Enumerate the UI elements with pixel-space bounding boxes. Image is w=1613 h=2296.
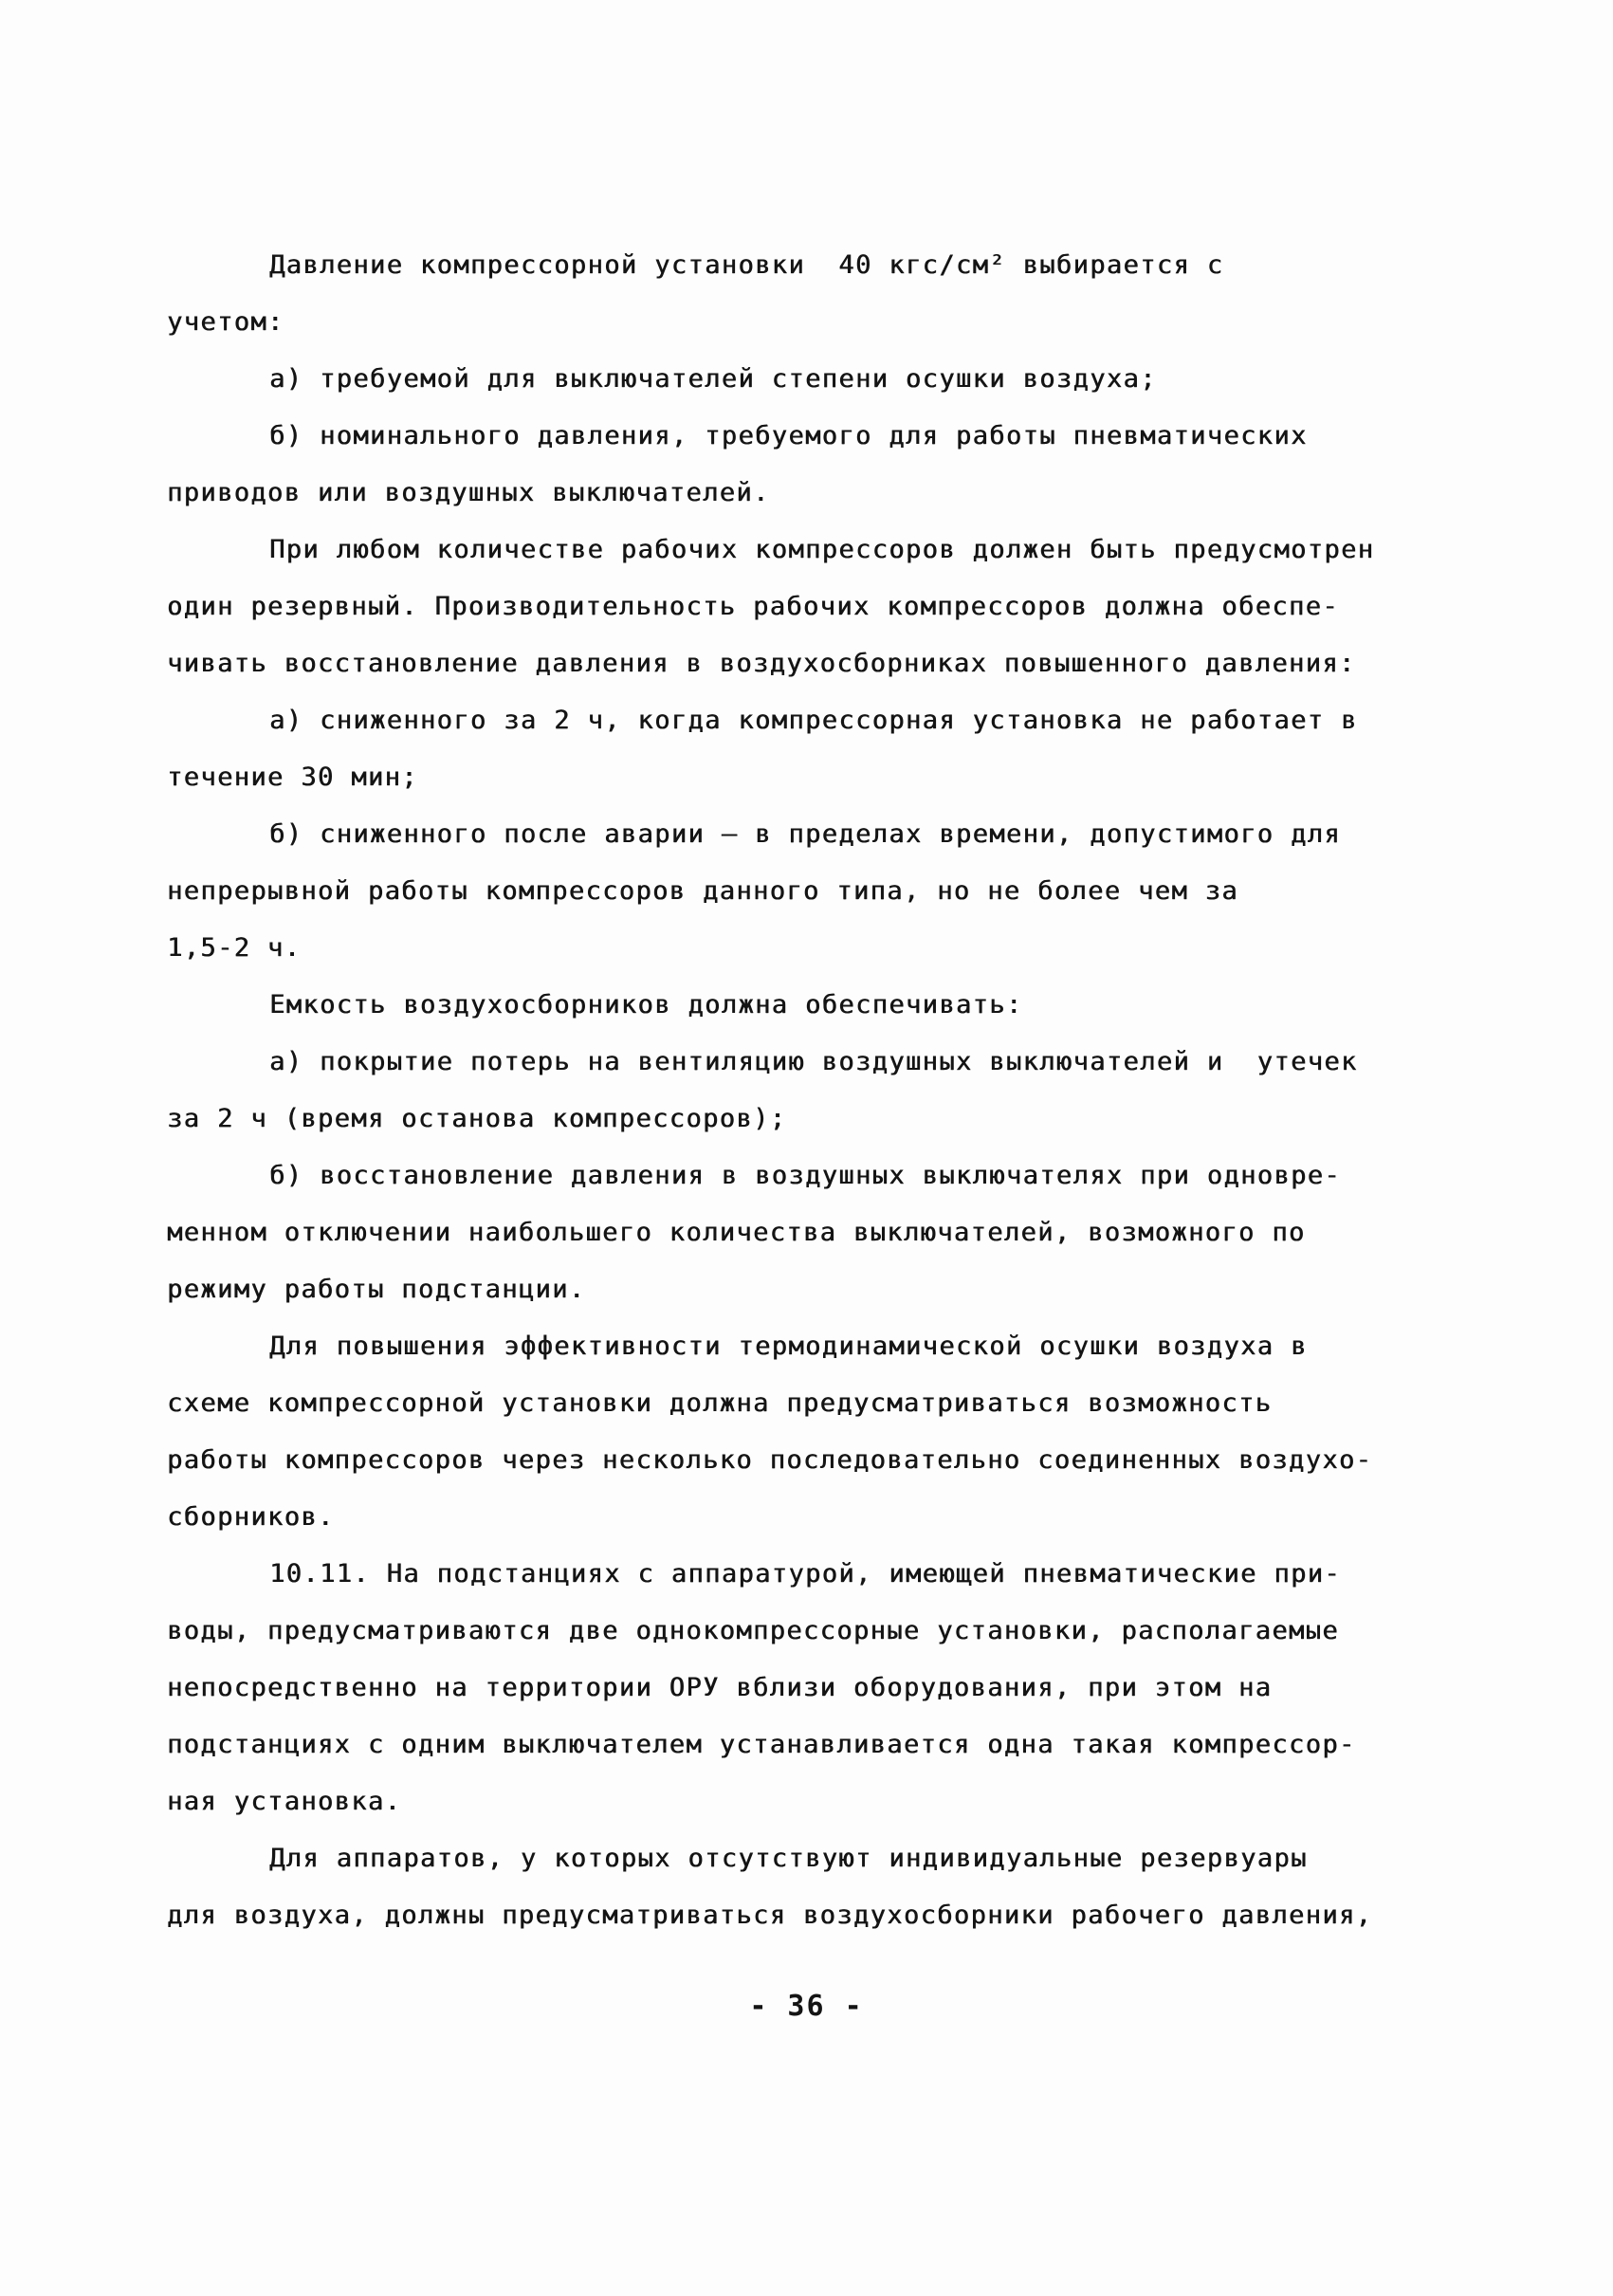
text-line: Для аппаратов, у которых отсутствуют индивидуальные резервуары (269, 1844, 1308, 1873)
text-line: непосредственно на территории ОРУ вблизи оборудования, при этом на (167, 1673, 1273, 1702)
text-line: а) сниженного за 2 ч, когда компрессорная установка не работает в (269, 706, 1358, 735)
text-line: режиму работы подстанции. (167, 1275, 586, 1304)
text-line: б) восстановление давления в воздушных выключателях при одновре- (269, 1161, 1341, 1190)
text-line: один резервный. Производительность рабочих компрессоров должна обеспе- (167, 592, 1339, 621)
text-line: учетом: (167, 307, 284, 337)
text-line: менном отключении наибольшего количества выключателей, возможного по (167, 1218, 1306, 1247)
text-line: приводов или воздушных выключателей. (167, 478, 770, 507)
text-line: Давление компрессорной установки 40 кгс/см² выбирается с (269, 250, 1224, 280)
text-line: а) требуемой для выключателей степени осушки воздуха; (269, 364, 1157, 394)
text-line: чивать восстановление давления в воздухосборниках повышенного давления: (167, 649, 1356, 678)
text-line: 10.11. На подстанциях с аппаратурой, имеющей пневматические при- (269, 1559, 1341, 1589)
text-line: а) покрытие потерь на вентиляцию воздушных выключателей и утечек (269, 1047, 1358, 1076)
text-line: подстанциях с одним выключателем устанавливается одна такая компрессор- (167, 1730, 1356, 1759)
text-line: Для повышения эффективности термодинамической осушки воздуха в (269, 1332, 1308, 1361)
text-line: работы компрессоров через несколько последовательно соединенных воздухо- (167, 1445, 1373, 1475)
text-line: б) сниженного после аварии — в пределах времени, допустимого для (269, 819, 1341, 849)
text-line: непрерывной работы компрессоров данного типа, но не более чем за (167, 876, 1238, 906)
text-line: ная установка. (167, 1787, 402, 1816)
text-line: сборников. (167, 1502, 335, 1532)
text-line: 1,5-2 ч. (167, 933, 302, 963)
document-body (167, 237, 1476, 1944)
text-line: б) номинального давления, требуемого для работы пневматических (269, 421, 1308, 450)
text-line: схеме компрессорной установки должна предусматриваться возможность (167, 1388, 1273, 1418)
text-line: для воздуха, должны предусматриваться воздухосборники рабочего давления, (167, 1901, 1373, 1930)
text-line: воды, предусматриваются две однокомпрессорные установки, располагаемые (167, 1616, 1339, 1645)
text-line: Емкость воздухосборников должна обеспечивать: (269, 990, 1023, 1019)
page-number: - 36 - (749, 1990, 864, 2023)
text-line: При любом количестве рабочих компрессоров должен быть предусмотрен (269, 535, 1375, 564)
text-line: за 2 ч (время останова компрессоров); (167, 1104, 787, 1133)
text-line: течение 30 мин; (167, 762, 418, 792)
